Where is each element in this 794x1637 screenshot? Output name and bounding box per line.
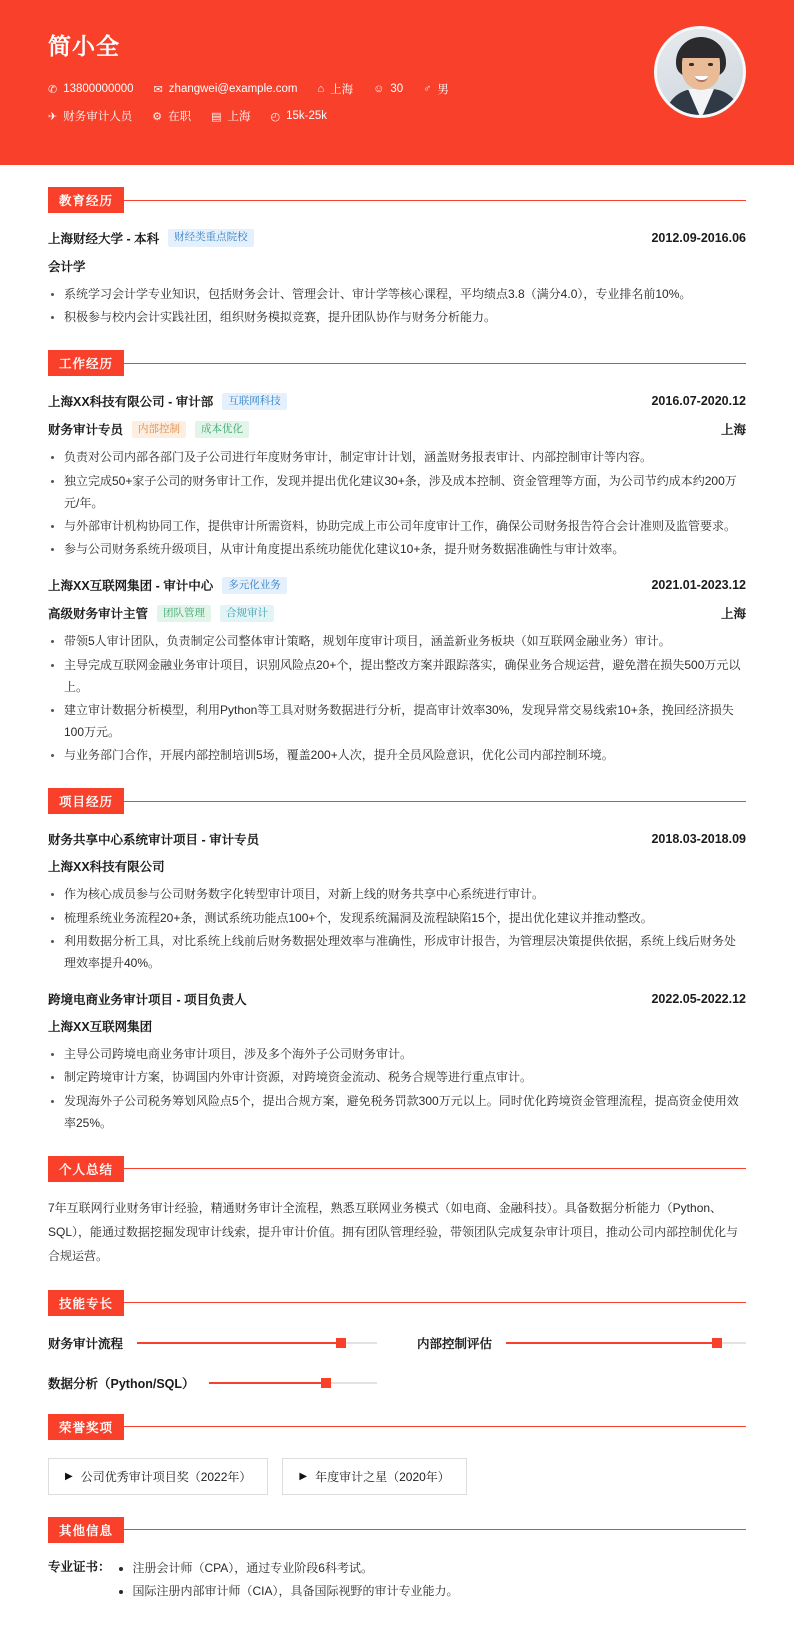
skill-progress-bar <box>209 1382 377 1384</box>
section-rule <box>124 1302 746 1303</box>
skill-label: 内部控制评估 <box>417 1336 493 1351</box>
phone-icon: ✆ <box>48 83 58 96</box>
work-location: 上海 <box>720 423 746 438</box>
contact-item <box>48 108 132 124</box>
other-content <box>48 1557 746 1603</box>
tag-badge: 互联网科技 <box>222 393 287 410</box>
avatar-photo <box>657 29 743 115</box>
skill-progress-fill <box>137 1342 341 1344</box>
bullet-item: • 与外部审计机构协同工作，提供审计所需资料，协助完成上市公司年度审计工作，确保公司财务报告符合会计准则及监管要求。 <box>64 515 746 537</box>
project-title: 财务共享中心系统审计项目 - 审计专员 <box>48 833 260 848</box>
contact-text: 13800000000 <box>63 83 134 95</box>
tag-badge: 内部控制 <box>132 421 186 438</box>
bullet-list <box>48 446 746 560</box>
candidate-name: 简小全 <box>48 33 120 59</box>
education-school: 上海财经大学 - 本科 <box>48 232 160 246</box>
bullet-item: • 与业务部门合作，开展内部控制培训5场，覆盖200+人次，提升全员风险意识，优化公司内部控制环境。 <box>64 744 746 766</box>
resume-body <box>0 187 794 1623</box>
summary-text: 7年互联网行业财务审计经验，精通财务审计全流程，熟悉互联网业务模式（如电商、金融科技）。具备数据分析能力（Python、SQL），能通过数据挖掘发现审计线索，提升审计价值。拥有团队管理经验，带领团队完成复杂审计项目，推动公司内部控制优化与合规运营。 <box>48 1200 739 1263</box>
gender-icon: ♂ <box>423 83 432 95</box>
section-title-honors: 荣誉奖项 <box>48 1414 124 1440</box>
bullet-item: • 建立审计数据分析模型，利用Python等工具对财务数据进行分析，提高审计效率30%，发现异常交易线索10+条，挽回经济损失100万元。 <box>64 699 746 743</box>
contact-text: 上海 <box>330 84 354 96</box>
section-other <box>48 1517 746 1603</box>
section-title-other: 其他信息 <box>48 1517 124 1543</box>
section-rule <box>124 363 746 364</box>
work-entry <box>48 576 746 766</box>
contact-text: 上海 <box>227 111 251 123</box>
tag-badge: 财经类重点院校 <box>168 229 254 246</box>
tag-badge: 多元化业务 <box>222 577 287 594</box>
salary-icon: ◴ <box>270 110 281 123</box>
status-icon: ⚙ <box>152 110 163 123</box>
avatar <box>654 26 746 118</box>
resume-header <box>0 0 794 165</box>
job-target-icon: ✈ <box>48 110 58 123</box>
tag-badge: 团队管理 <box>157 605 211 622</box>
bullet-list <box>48 883 746 974</box>
contact-item <box>152 108 191 124</box>
contact-text: 15k-25k <box>286 110 328 122</box>
section-title-work: 工作经历 <box>48 350 124 376</box>
contact-text: 30 <box>390 83 404 95</box>
work-company: 上海XX互联网集团 - 审计中心 <box>48 579 214 594</box>
bullet-item: • 带领5人审计团队，负责制定公司整体审计策略，规划年度审计项目，涵盖新业务板块（如互联网金融业务）审计。 <box>64 630 746 652</box>
section-rule <box>124 200 746 201</box>
certificate-item: • 注册会计师（CPA），通过专业阶段6科考试。 <box>133 1557 459 1580</box>
education-entry <box>48 229 746 328</box>
project-entry <box>48 830 746 974</box>
contact-row-primary <box>48 81 469 97</box>
section-title-skills: 技能专长 <box>48 1290 124 1316</box>
section-skills <box>48 1290 746 1392</box>
contact-text: zhangwei@example.com <box>168 83 298 95</box>
bullet-item: • 主导公司跨境电商业务审计项目，涉及多个海外子公司财务审计。 <box>64 1043 746 1065</box>
skill-progress-fill <box>209 1382 327 1384</box>
bullet-list <box>48 1043 746 1134</box>
bullet-item: • 发现海外子公司税务筹划风险点5个，提出合规方案，避免税务罚款300万元以上。同时优化跨境资金管理流程，提高资金使用效率25%。 <box>64 1090 746 1134</box>
project-entry <box>48 990 746 1134</box>
email-icon: ✉ <box>153 83 163 96</box>
skill-label: 数据分析（Python/SQL） <box>48 1376 195 1391</box>
honor-text: 公司优秀审计项目奖（2022年） <box>80 1469 252 1484</box>
section-summary <box>48 1156 746 1268</box>
contact-item <box>373 83 403 95</box>
skill-item <box>48 1334 377 1352</box>
contact-text: 在职 <box>168 111 192 123</box>
work-entry <box>48 392 746 560</box>
section-rule <box>124 1426 746 1427</box>
certificate-item: • 国际注册内部审计师（CIA），具备国际视野的审计专业能力。 <box>133 1580 459 1603</box>
contact-item <box>211 108 250 124</box>
section-rule <box>124 1168 746 1169</box>
bullet-item: • 负责对公司内部各部门及子公司进行年度财务审计，制定审计计划，涵盖财务报表审计、内部控制审计等内容。 <box>64 446 746 468</box>
work-role: 高级财务审计主管 <box>48 607 149 622</box>
section-title-projects: 项目经历 <box>48 788 124 814</box>
skill-item <box>417 1334 746 1352</box>
bullet-item: • 主导完成互联网金融业务审计项目，识别风险点20+个，提出整改方案并跟踪落实，确保业务合规运营，避免潜在损失500万元以上。 <box>64 654 746 698</box>
honor-text: 年度审计之星（2020年） <box>315 1469 450 1484</box>
work-location: 上海 <box>720 607 746 622</box>
skill-item <box>48 1374 377 1392</box>
project-date: 2022.05-2022.12 <box>651 992 746 1007</box>
bullet-list <box>48 630 746 766</box>
project-date: 2018.03-2018.09 <box>651 832 746 847</box>
bullet-item: • 独立完成50+家子公司的财务审计工作，发现并提出优化建议30+条，涉及成本控制、资金管理等方面，为公司节约成本约200万元/年。 <box>64 470 746 514</box>
bullet-item: • 系统学习会计学专业知识，包括财务会计、管理会计、审计学等核心课程，平均绩点3.8（满分4.0），专业排名前10%。 <box>64 283 746 305</box>
contact-item <box>48 83 134 96</box>
honor-item <box>48 1458 268 1495</box>
play-triangle-icon: ▶ <box>299 1470 308 1482</box>
tag-badge: 成本优化 <box>195 421 249 438</box>
section-projects <box>48 788 746 1134</box>
header-info <box>48 24 469 135</box>
skill-progress-knob <box>712 1338 722 1348</box>
contact-row-secondary <box>48 108 469 124</box>
project-company: 上海XX科技有限公司 <box>48 860 165 875</box>
bullet-item: • 梳理系统业务流程20+条，测试系统功能点100+个，发现系统漏洞及流程缺陷15个，提出优化建议并推动整改。 <box>64 907 746 929</box>
honor-item <box>282 1458 466 1495</box>
work-date: 2021.01-2023.12 <box>651 578 746 593</box>
header-notch-shape <box>0 140 794 165</box>
skill-progress-bar <box>506 1342 746 1344</box>
section-title-education: 教育经历 <box>48 187 124 213</box>
section-rule <box>124 1529 746 1530</box>
project-company: 上海XX互联网集团 <box>48 1020 153 1035</box>
tag-badge: 合规审计 <box>220 605 274 622</box>
contact-item <box>271 110 328 123</box>
bullet-list <box>48 283 746 328</box>
section-education <box>48 187 746 328</box>
education-major: 会计学 <box>48 260 86 274</box>
contact-item <box>423 81 449 97</box>
location-icon: ⌂ <box>317 83 325 95</box>
education-date: 2012.09-2016.06 <box>651 231 746 245</box>
bullet-item: • 积极参与校内会计实践社团，组织财务模拟竞赛，提升团队协作与财务分析能力。 <box>64 306 746 328</box>
city-icon: ▤ <box>211 110 222 123</box>
section-title-summary: 个人总结 <box>48 1156 124 1182</box>
bullet-item: • 利用数据分析工具，对比系统上线前后财务数据处理效率与准确性，形成审计报告，为管理层决策提供依据，系统上线后财务处理效率提升40%。 <box>64 930 746 974</box>
skill-progress-knob <box>321 1378 331 1388</box>
section-rule <box>124 801 746 802</box>
contact-text: 男 <box>437 84 449 96</box>
section-work <box>48 350 746 766</box>
contact-item <box>317 81 353 97</box>
bullet-item: • 作为核心成员参与公司财务数字化转型审计项目，对新上线的财务共享中心系统进行审计。 <box>64 883 746 905</box>
age-icon: ☺ <box>373 83 385 95</box>
bullet-item: • 参与公司财务系统升级项目，从审计角度提出系统功能优化建议10+条，提升财务数据准确性与审计效率。 <box>64 538 746 560</box>
work-role: 财务审计专员 <box>48 423 124 438</box>
skill-progress-knob <box>336 1338 346 1348</box>
contact-text: 财务审计人员 <box>63 111 133 123</box>
work-date: 2016.07-2020.12 <box>651 394 746 409</box>
bullet-item: • 制定跨境审计方案，协调国内外审计资源，对跨境资金流动、税务合规等进行重点审计。 <box>64 1066 746 1088</box>
skill-progress-bar <box>137 1342 377 1344</box>
skill-progress-fill <box>506 1342 717 1344</box>
project-title: 跨境电商业务审计项目 - 项目负责人 <box>48 993 247 1008</box>
certificate-label: 专业证书： <box>48 1559 111 1574</box>
contact-item <box>154 83 298 96</box>
section-honors <box>48 1414 746 1495</box>
play-triangle-icon: ▶ <box>65 1470 73 1482</box>
work-company: 上海XX科技有限公司 - 审计部 <box>48 395 214 410</box>
skill-label: 财务审计流程 <box>48 1336 124 1351</box>
